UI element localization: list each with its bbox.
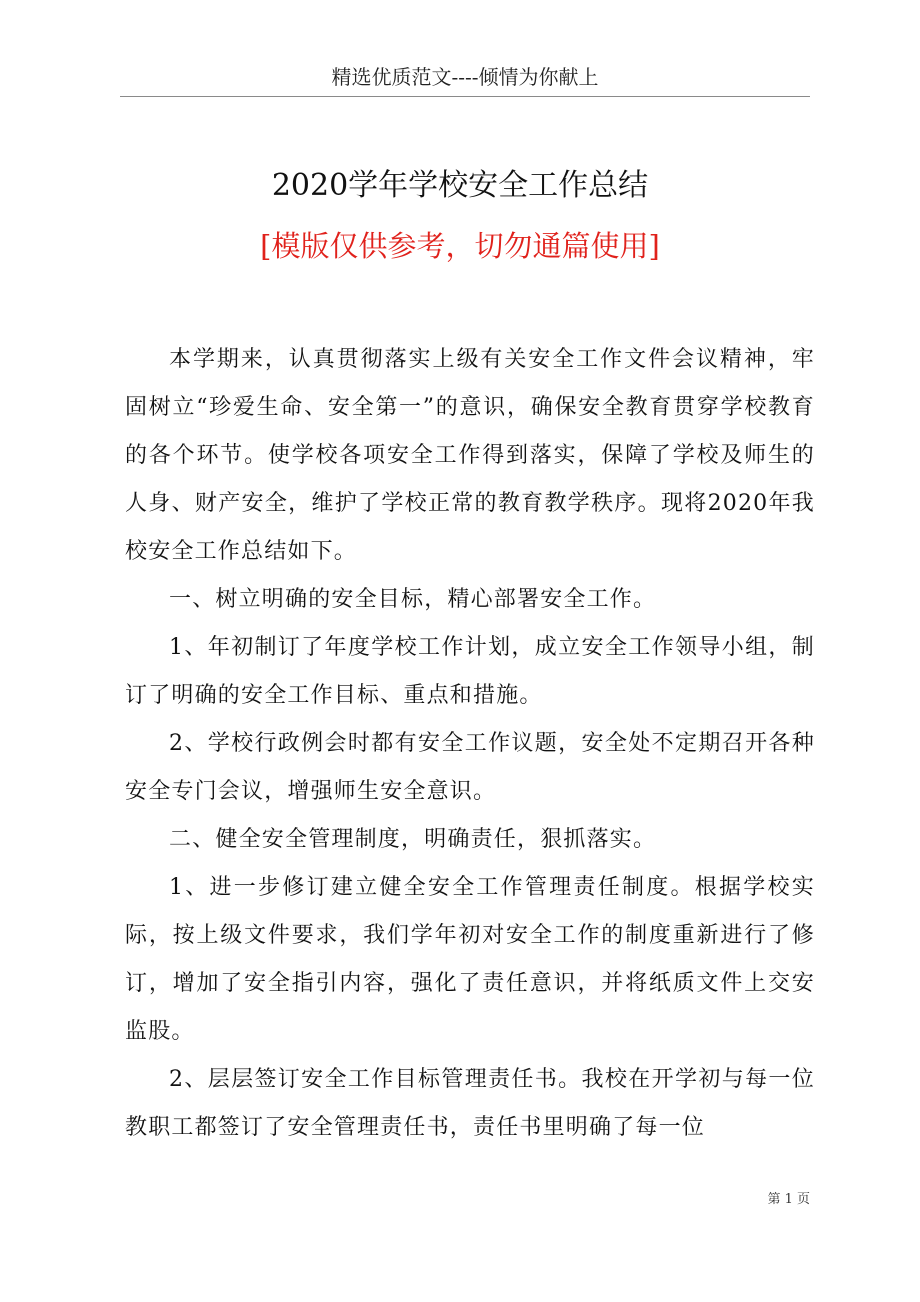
paragraph-1-1: 1、年初制订了年度学校工作计划，成立安全工作领导小组，制订了明确的安全工作目标、重点和措施。	[125, 635, 815, 708]
page-number: 第 1 页	[767, 1192, 810, 1207]
paragraph-intro: 本学期来，认真贯彻落实上级有关安全工作文件会议精神，牢固树立“珍爱生命、安全第一”的意识，确保安全教育贯穿学校教育的各个环节。使学校各项安全工作得到落实，保障了学校及师生的人身、财产安全，维护了学校正常的教育教学秩序。现将2020年我校安全工作总结如下。	[125, 347, 815, 564]
section-heading-2: 二、健全安全管理制度，明确责任，狠抓落实。	[169, 827, 657, 852]
section-heading-1: 一、树立明确的安全目标，精心部署安全工作。	[169, 587, 657, 612]
document-subtitle: [模版仅供参考，切勿通篇使用]	[260, 229, 660, 263]
header-divider	[120, 96, 810, 97]
document-title: 2020学年学校安全工作总结	[271, 168, 649, 203]
paragraph-2-1: 1、进一步修订建立健全安全工作管理责任制度。根据学校实际，按上级文件要求，我们学年初对安全工作的制度重新进行了修订，增加了安全指引内容，强化了责任意识，并将纸质文件上交安监股。	[125, 875, 815, 1044]
paragraph-1-2: 2、学校行政例会时都有安全工作议题，安全处不定期召开各种安全专门会议，增强师生安全意识。	[125, 731, 815, 804]
document-body	[125, 336, 815, 1152]
paragraph-2-2: 2、层层签订安全工作目标管理责任书。我校在开学初与每一位教职工都签订了安全管理责任书，责任书里明确了每一位	[125, 1067, 815, 1140]
page-header: 精选优质范文----倾情为你献上	[331, 65, 599, 89]
